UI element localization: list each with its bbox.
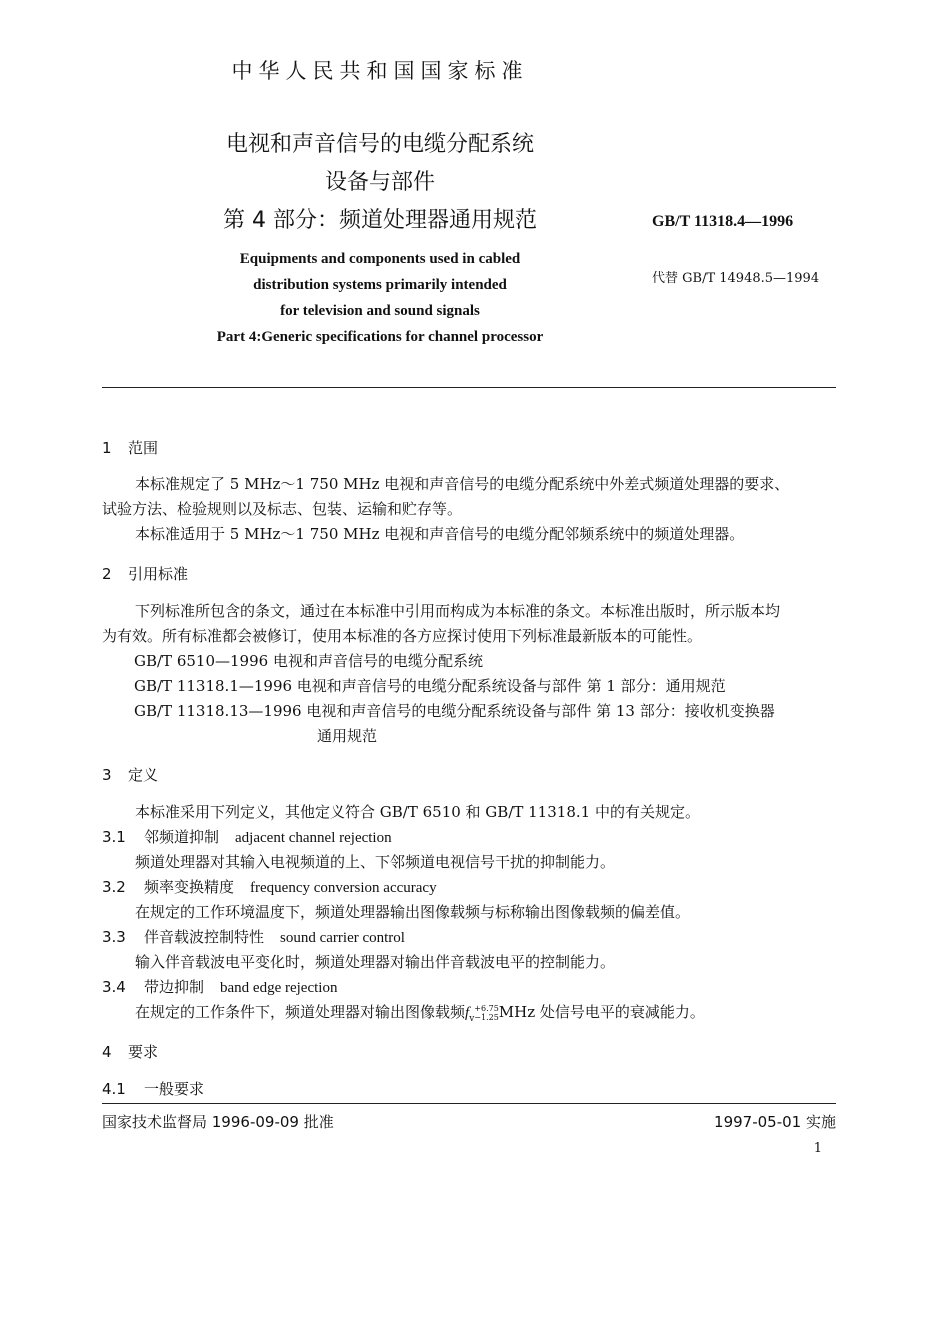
title-zh-line-3: 第 4 部分：频道处理器通用规范 xyxy=(223,208,537,233)
frequency-symbol: f xyxy=(465,1005,470,1021)
section-2-title: 引用标准 xyxy=(128,565,189,583)
section-2-para-1b: 为有效。所有标准都会被修订，使用本标准的各方应探讨使用下列标准最新版本的可能性。 xyxy=(102,627,703,645)
title-zh-line-1: 电视和声音信号的电缆分配系统 xyxy=(225,132,534,157)
reference-item: GB/T 11318.13—1996 电视和声音信号的电缆分配系统设备与部件 第 13 部分：接收机变换器 xyxy=(134,702,775,720)
frequency-tolerance xyxy=(474,1004,499,1022)
definition-3-2-text: 在规定的工作环境温度下，频道处理器输出图像载频与标称输出图像载频的偏差值。 xyxy=(135,903,691,921)
section-4-number: 4 xyxy=(102,1043,112,1061)
approval-date: 国家技术监督局 1996-09-09 批准 xyxy=(102,1113,334,1131)
title-en-line-3: for television and sound signals xyxy=(280,303,480,319)
effective-date: 1997-05-01 实施 xyxy=(714,1113,836,1131)
definition-number: 3.4 xyxy=(102,978,126,996)
section-3-title: 定义 xyxy=(128,766,159,784)
frequency-subscript: v xyxy=(469,1014,475,1024)
definition-text-pre: 在规定的工作条件下，频道处理器对输出图像载频 xyxy=(135,1003,466,1021)
section-1-para-1b: 试验方法、检验规则以及标志、包装、运输和贮存等。 xyxy=(102,500,463,518)
subsection-number: 4.1 xyxy=(102,1080,126,1098)
title-en-line-1: Equipments and components used in cabled xyxy=(239,251,521,267)
section-4-heading xyxy=(102,1041,158,1062)
standard-number: GB/T 11318.4—1996 xyxy=(652,213,794,230)
definition-term-en: frequency conversion accuracy xyxy=(250,880,437,896)
header-divider xyxy=(102,387,836,388)
section-3-intro: 本标准采用下列定义，其他定义符合 GB/T 6510 和 GB/T 11318.1 中的有关规定。 xyxy=(135,803,700,821)
title-zh-line-2: 设备与部件 xyxy=(324,170,435,195)
tolerance-upper: +6.75 xyxy=(474,1004,499,1013)
definition-number: 3.2 xyxy=(102,878,126,896)
section-3-heading xyxy=(102,764,158,785)
reference-item: GB/T 6510—1996 电视和声音信号的电缆分配系统 xyxy=(134,652,483,670)
definition-3-1-heading xyxy=(102,826,392,847)
section-1-title: 范围 xyxy=(128,439,159,457)
national-standard-heading: 中华人民共和国国家标准 xyxy=(231,59,529,83)
subsection-4-1-heading xyxy=(102,1078,204,1099)
definition-text-post: MHz 处信号电平的衰减能力。 xyxy=(498,1003,705,1021)
section-4-title: 要求 xyxy=(128,1043,159,1061)
title-en-line-2: distribution systems primarily intended xyxy=(253,277,507,293)
section-2-heading xyxy=(102,563,188,584)
section-1-para-2: 本标准适用于 5 MHz～1 750 MHz 电视和声音信号的电缆分配邻频系统中的频道处理器。 xyxy=(135,525,745,543)
definition-3-4-heading xyxy=(102,976,337,997)
definition-term: 带边抑制 xyxy=(144,978,205,996)
definition-term-en: adjacent channel rejection xyxy=(235,830,392,846)
definition-3-1-text: 频道处理器对其输入电视频道的上、下邻频道电视信号干扰的抑制能力。 xyxy=(135,853,616,871)
section-1-heading xyxy=(102,437,158,458)
definition-3-3-heading xyxy=(102,926,405,947)
page-number: 1 xyxy=(813,1141,822,1156)
definition-3-4-text xyxy=(135,1001,705,1024)
section-2-number: 2 xyxy=(102,565,112,583)
definition-3-2-heading xyxy=(102,876,437,897)
section-1-para-1a: 本标准规定了 5 MHz～1 750 MHz 电视和声音信号的电缆分配系统中外差式频道处理器的要求、 xyxy=(135,475,790,493)
reference-item-continuation: 通用规范 xyxy=(317,727,378,745)
title-en-line-4: Part 4:Generic specifications for channel processor xyxy=(216,329,544,345)
section-3-number: 3 xyxy=(102,766,112,784)
definition-term: 邻频道抑制 xyxy=(144,828,220,846)
section-1-number: 1 xyxy=(102,439,112,457)
section-2-para-1a: 下列标准所包含的条文，通过在本标准中引用而构成为本标准的条文。本标准出版时，所示版本均 xyxy=(135,602,781,620)
footer-divider xyxy=(102,1103,836,1104)
replaces-standard: 代替 GB/T 14948.5—1994 xyxy=(652,271,820,286)
definition-3-3-text: 输入伴音载波电平变化时，频道处理器对输出伴音载波电平的控制能力。 xyxy=(135,953,616,971)
definition-number: 3.3 xyxy=(102,928,126,946)
definition-number: 3.1 xyxy=(102,828,126,846)
definition-term-en: band edge rejection xyxy=(220,980,338,996)
tolerance-lower: −1.25 xyxy=(474,1013,499,1022)
definition-term: 伴音载波控制特性 xyxy=(144,928,265,946)
definition-term-en: sound carrier control xyxy=(280,930,405,946)
definition-term: 频率变换精度 xyxy=(144,878,235,896)
reference-item: GB/T 11318.1—1996 电视和声音信号的电缆分配系统设备与部件 第 1 部分：通用规范 xyxy=(134,677,726,695)
subsection-title: 一般要求 xyxy=(144,1080,205,1098)
